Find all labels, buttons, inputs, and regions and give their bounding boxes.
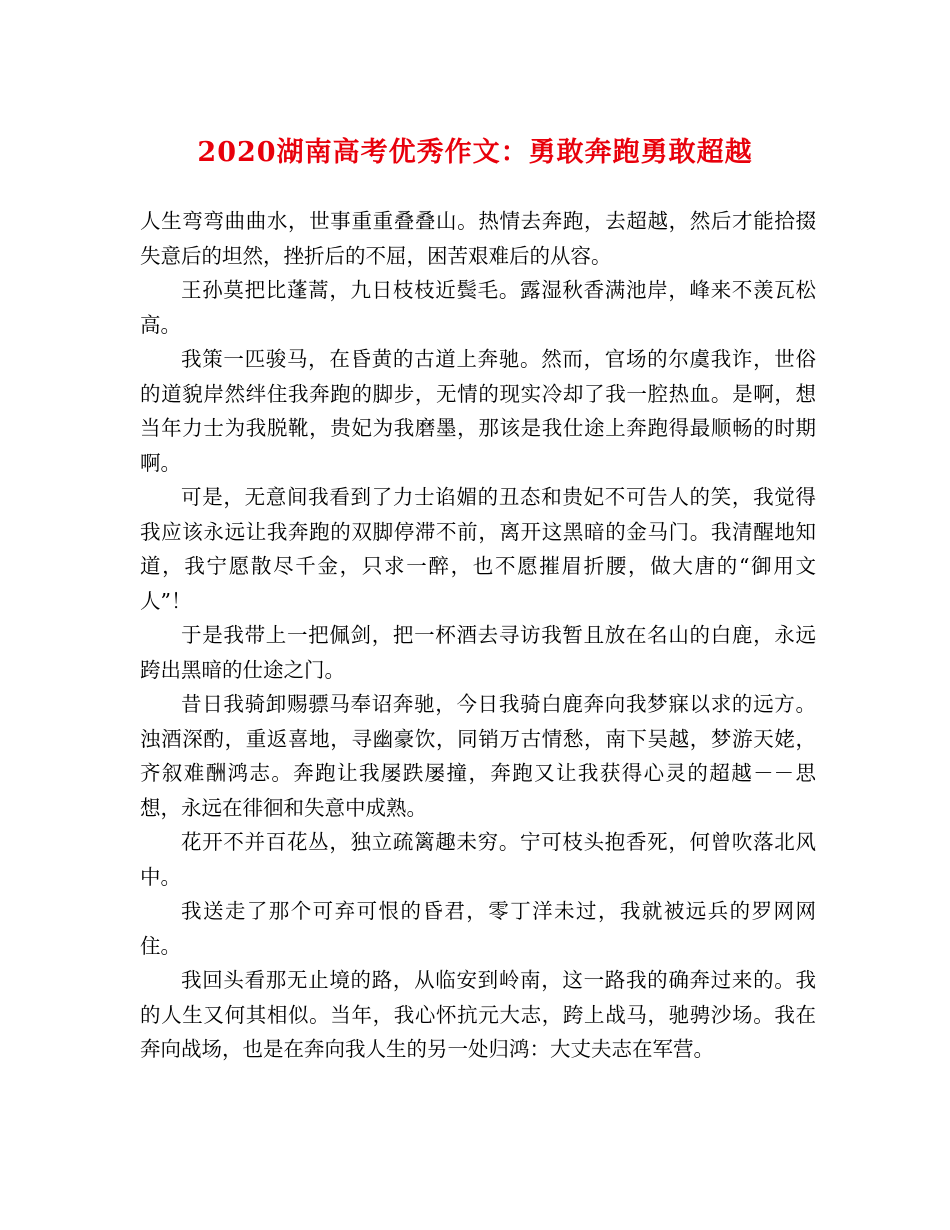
paragraph-5: 于是我带上一把佩剑，把一杯酒去寻访我暂且放在名山的白鹿，永远跨出黑暗的仕途之门。 [140,623,816,682]
paragraph-6: 昔日我骑卸赐骠马奉诏奔驰，今日我骑白鹿奔向我梦寐以求的远方。浊酒深酌，重返喜地，寻幽豪饮，同销万古情愁，南下吴越，梦游天姥，齐叙难酬鸿志。奔跑让我屡跌屡撞，奔跑又让我获得心灵的超越－－思想，永远在徘徊和失意中成熟。 [140,692,816,820]
document-title: 2020湖南高考优秀作文：勇敢奔跑勇敢超越 [197,137,753,168]
paragraph-8: 我送走了那个可弃可恨的昏君，零丁洋未过，我就被远兵的罗网网住。 [140,899,816,958]
paragraph-3: 我策一匹骏马，在昏黄的古道上奔驰。然而，官场的尔虞我诈，世俗的道貌岸然绊住我奔跑的脚步，无情的现实冷却了我一腔热血。是啊，想当年力士为我脱靴，贵妃为我磨墨，那该是我仕途上奔跑得最顺畅的时期啊。 [140,347,816,475]
paragraph-2: 王孙莫把比蓬蒿，九日枝枝近鬓毛。露湿秋香满池岸，峰来不羡瓦松高。 [140,278,816,337]
paragraph-7: 花开不并百花丛，独立疏篱趣未穷。宁可枝头抱香死，何曾吹落北风中。 [140,830,816,889]
paragraph-1: 人生弯弯曲曲水，世事重重叠叠山。热情去奔跑，去超越，然后才能拾掇失意后的坦然，挫折后的不屈，困苦艰难后的从容。 [140,209,816,268]
document-body [140,204,816,1067]
paragraph-4: 可是，无意间我看到了力士谄媚的丑态和贵妃不可告人的笑，我觉得我应该永远让我奔跑的双脚停滞不前，离开这黑暗的金马门。我清醒地知道，我宁愿散尽千金，只求一醉，也不愿摧眉折腰，做大唐的“御用文人”！ [140,485,816,613]
paragraph-9: 我回头看那无止境的路，从临安到岭南，这一路我的确奔过来的。我的人生又何其相似。当年，我心怀抗元大志，跨上战马，驰骋沙场。我在奔向战场，也是在奔向我人生的另一处归鸿：大丈夫志在军营。 [140,968,816,1061]
